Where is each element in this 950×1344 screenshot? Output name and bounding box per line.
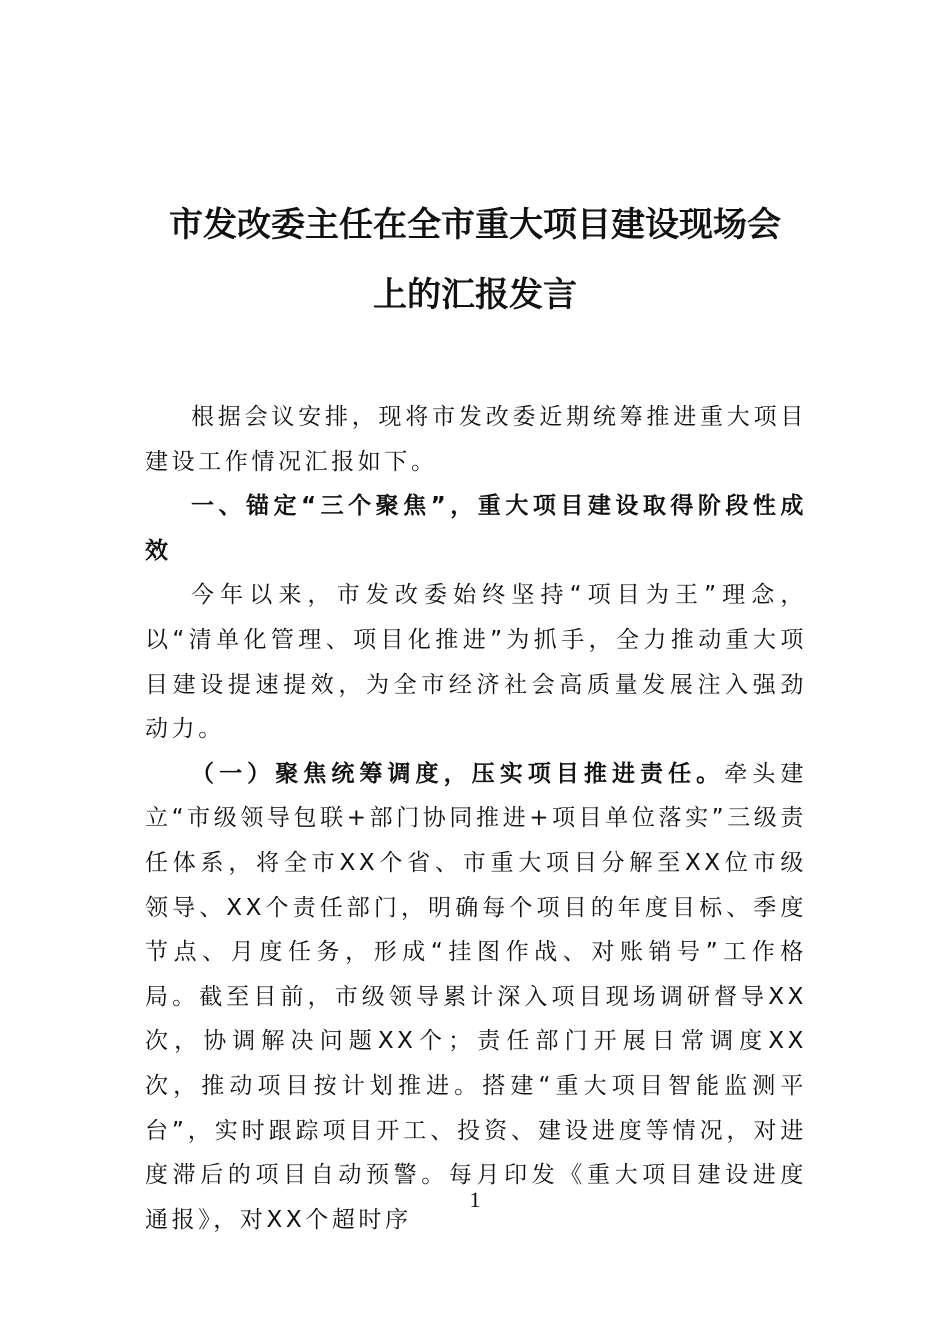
title-line-2: 上的汇报发言	[373, 275, 577, 315]
subsection-lead: （一）聚焦统筹调度，压实项目推进责任。	[191, 760, 725, 787]
document-title	[145, 190, 805, 330]
section-heading-1: 一、锚定“三个聚焦”，重大项目建设取得阶段性成效	[145, 493, 807, 564]
intro-paragraph: 根据会议安排，现将市发改委近期统筹推进重大项目建设工作情况汇报如下。	[145, 404, 807, 475]
title-line-1: 市发改委主任在全市重大项目建设现场会	[169, 205, 781, 245]
document-body	[145, 395, 807, 1242]
body-paragraph-2: 今年以来，市发改委始终坚持“项目为王”理念，以“清单化管理、项目化推进”为抓手，全力推动重大项目建设提速提效，为全市经济社会高质量发展注入强劲动力。	[145, 582, 807, 743]
page-number: 1	[469, 1187, 481, 1212]
subsection-body: 牵头建立“市级领导包联+部门协同推进+项目单位落实”三级责任体系，将全市XX个省、市重大项目分解至XX位市级领导、XX个责任部门，明确每个项目的年度目标、季度节点、月度任务，形成“挂图作战、对账销号”工作格局。截至目前，市级领导累计深入项目现场调研督导XX次，协调解决问题XX个；责任部门开展日常调度XX次，推动项目按计划推进。搭建“重大项目智能监测平台”，实时跟踪项目开工、投资、建设进度等情况，对进度滞后的项目自动预警。每月印发《重大项目建设进度通报》，对XX个超时序	[145, 760, 807, 1233]
body-paragraph-3	[145, 752, 807, 1243]
